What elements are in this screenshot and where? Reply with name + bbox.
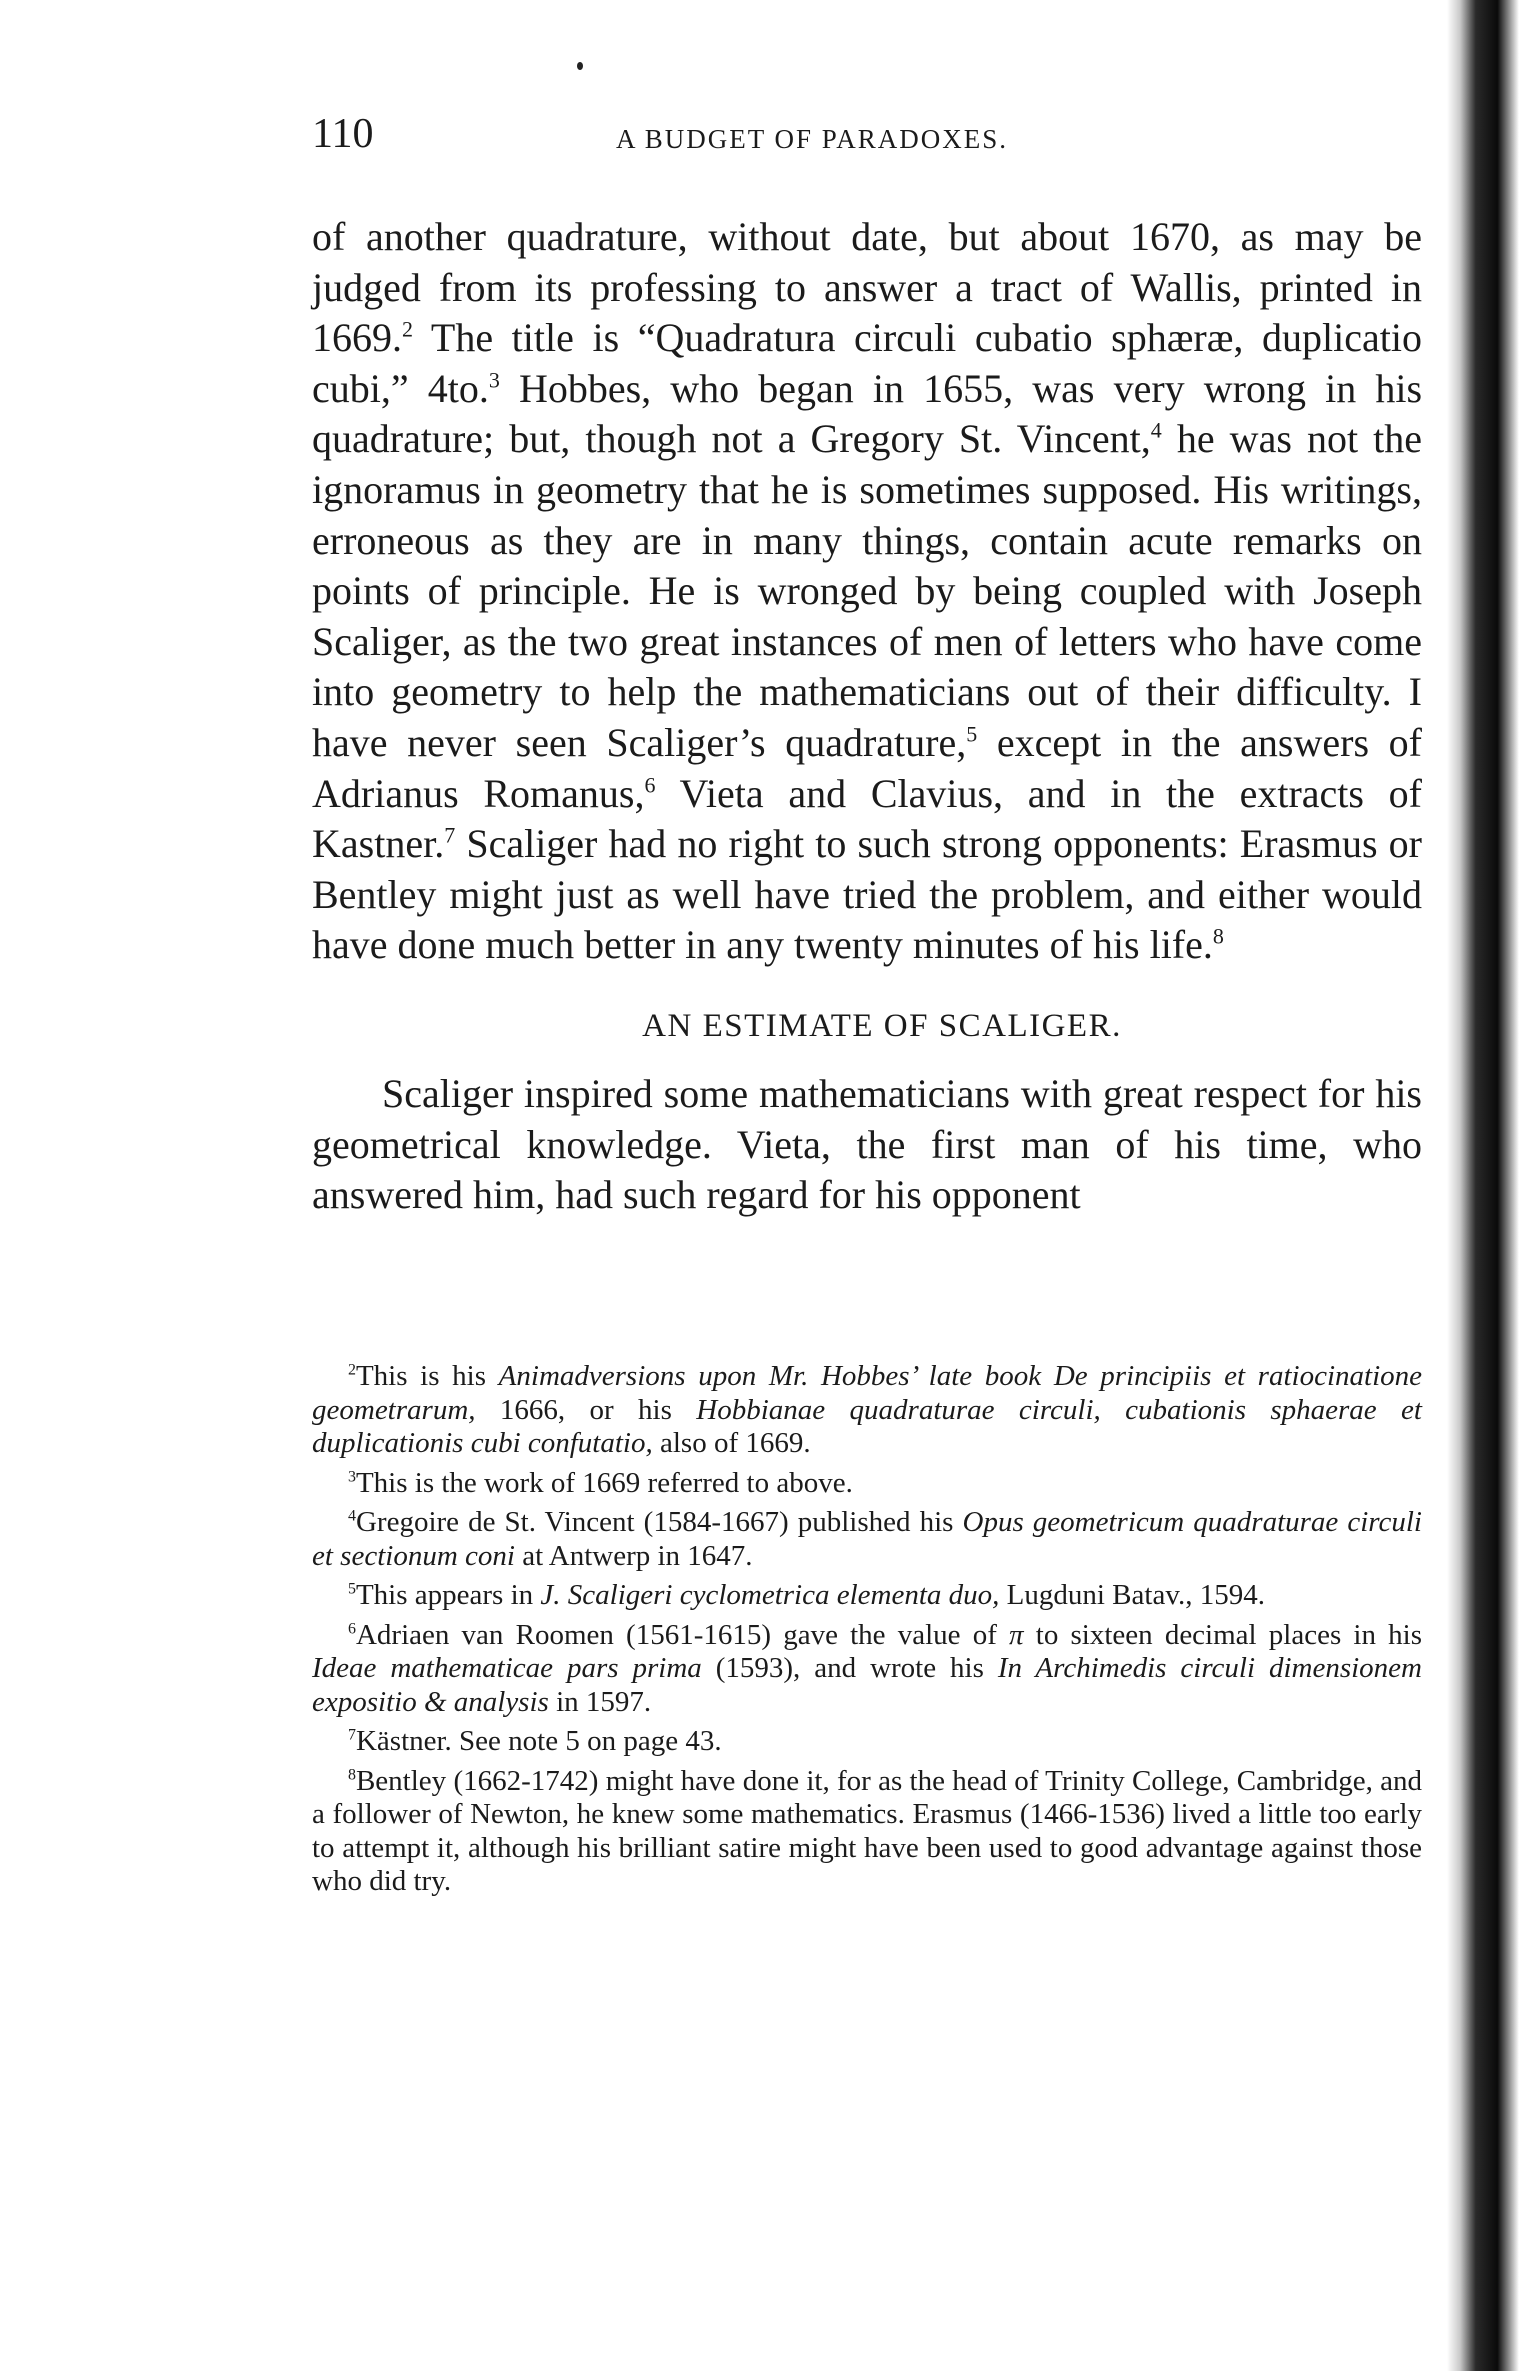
paragraph-2: Scaliger inspired some mathematicians with great respect for his geometrical knowledge. Vieta, the first man of his time, who answered him, had such regard for his opponent — [312, 1070, 1422, 1218]
italic-title: In Archimedis circuli dimensionem expositio & analysis — [312, 1652, 1422, 1718]
footnote-ref: 6 — [644, 772, 656, 798]
footnote-ref: 2 — [402, 316, 413, 342]
text-run: The title is “Quadratura circuli cubatio sphæræ, duplicatio cubi,” 4to. — [312, 315, 1422, 411]
text-run: at Antwerp in 1647. — [514, 1539, 753, 1572]
italic-title: J. Scaligeri cyclometrica elementa duo, — [540, 1579, 1000, 1611]
text-run: Scaliger had no right to such strong opponents: Erasmus or Bentley might just as well have tried the problem, and either would have done much better in any twenty minutes of his life. — [312, 821, 1422, 968]
text-run: Kästner. See note 5 on page 43. — [355, 1725, 722, 1757]
binding-shadow — [1447, 0, 1519, 2371]
footnote-mark: 3 — [348, 1467, 356, 1485]
footnote-3 — [312, 1467, 1422, 1501]
footnote-ref: 3 — [488, 367, 500, 393]
text-run: to sixteen decimal places in his — [1023, 1618, 1422, 1651]
italic-title: Hobbianae quadraturae circuli, cubationis sphaerae et duplicationis cubi confutatio, — [312, 1393, 1422, 1459]
print-speck — [577, 62, 583, 70]
footnote-ref: 4 — [1150, 418, 1162, 444]
footnote-8 — [312, 1765, 1422, 1899]
text-run: This is his — [355, 1360, 499, 1392]
section-heading: AN ESTIMATE OF SCALIGER. — [642, 1007, 1122, 1044]
footnote-ref: 8 — [1212, 923, 1224, 949]
text-run: Lugduni Batav., 1594. — [999, 1579, 1265, 1611]
text-run: he was not the ignoramus in geometry that he is sometimes supposed. His writings, erroneous as they are in many things, contain acute remarks on points of principle. He is wronged by being coupled with Joseph Scaliger, as the two great instances of men of letters who have come into geometry to help the mathematicians out of their difficulty. I have never seen Scaliger’s quadrature, — [312, 416, 1422, 765]
italic-title: Animadversions upon Mr. Hobbes’ late book De principiis et ratiocinatione geometrarum, — [312, 1360, 1422, 1426]
text-run: also of 1669. — [652, 1427, 811, 1459]
text-run: 1666, or his — [475, 1393, 697, 1426]
footnote-6 — [312, 1619, 1422, 1720]
footnote-4 — [312, 1506, 1422, 1573]
italic-title: Ideae mathematicae pars prima — [312, 1652, 702, 1684]
footnote-mark: 2 — [348, 1361, 356, 1379]
footnote-ref: 5 — [966, 721, 978, 747]
footnote-2 — [312, 1360, 1422, 1461]
footnote-ref: 7 — [444, 822, 456, 848]
text-run: in 1597. — [548, 1685, 652, 1718]
paragraph-1 — [312, 212, 1422, 971]
text-run: of another quadrature, without date, but about 1670, as may be judged from its professing to answer a tract of Wallis, printed in 1669. — [312, 214, 1422, 361]
text-run: Hobbes, who began in 1655, was very wrong in his quadrature; but, though not a Gregory St. Vincent, — [312, 365, 1423, 462]
footnotes — [312, 1360, 1422, 1905]
text-run: (1593), and wrote his — [701, 1652, 998, 1684]
text-run: This is the work of 1669 referred to above. — [355, 1466, 853, 1499]
footnote-mark: 4 — [348, 1507, 356, 1525]
page-number: 110 — [312, 111, 374, 157]
footnote-mark: 8 — [348, 1765, 356, 1783]
pi-symbol: π — [1009, 1618, 1024, 1651]
text-run: Gregoire de St. Vincent (1584-1667) published his — [355, 1506, 963, 1538]
footnote-5 — [312, 1579, 1422, 1613]
footnote-7 — [312, 1725, 1422, 1759]
running-head: A BUDGET OF PARADOXES. — [615, 124, 1009, 154]
main-text — [312, 212, 1422, 1221]
text-run: This appears in — [355, 1579, 541, 1611]
footnote-mark: 6 — [348, 1619, 356, 1637]
footnote-mark: 5 — [348, 1580, 356, 1598]
footnote-mark: 7 — [348, 1726, 356, 1744]
italic-title: Opus geometricum quadraturae circuli et sectionum coni — [312, 1506, 1422, 1572]
page-header — [312, 110, 1422, 170]
text-run: Bentley (1662-1742) might have done it, for as the head of Trinity College, Cambridge, and a follower of Newton, he knew some mathematics. Erasmus (1466-1536) lived a little too early to attempt it, although his brilliant satire might have been used to good advantage against those who did try. — [312, 1764, 1422, 1897]
text-run: Vieta and Clavius, and in the extracts of Kastner. — [312, 770, 1422, 867]
text-run: Adriaen van Roomen (1561-1615) gave the value of — [355, 1618, 1010, 1651]
text-run: except in the answers of Adrianus Romanus, — [312, 719, 1422, 816]
